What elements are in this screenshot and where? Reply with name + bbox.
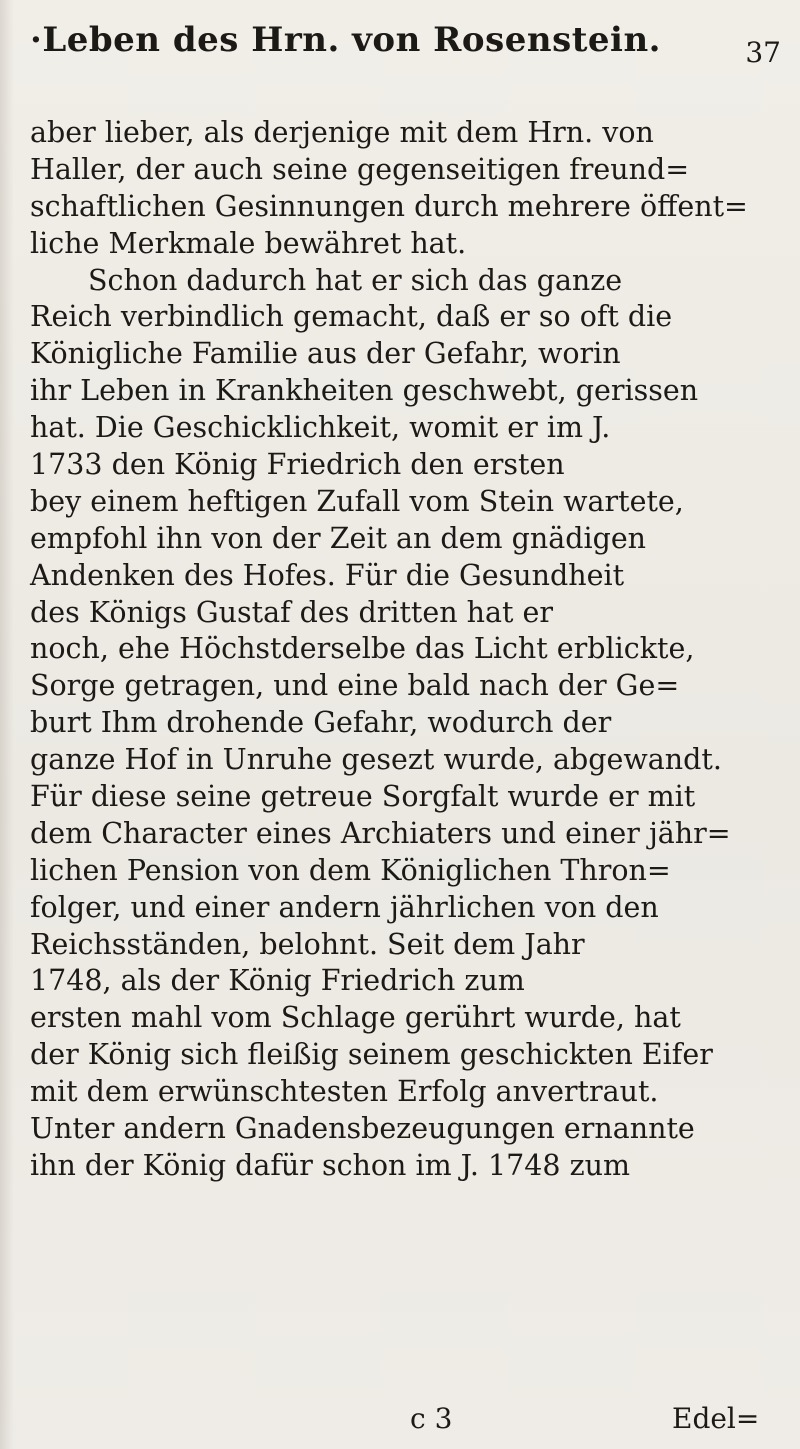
running-head: ·Leben des Hrn. von Rosenstein. — [30, 20, 662, 60]
text-line: ersten mahl vom Schlage gerührt wurde, hat — [30, 1001, 681, 1035]
text-line: hat. Die Geschicklichkeit, womit er im J. — [30, 411, 611, 445]
text-line: Haller, der auch seine gegenseitigen freund= — [30, 152, 690, 186]
signature-mark: c 3 — [410, 1402, 453, 1435]
text-line: burt Ihm drohende Gefahr, wodurch der — [30, 706, 612, 740]
text-line: ihr Leben in Krankheiten geschwebt, gerissen — [30, 374, 699, 408]
text-line: ganze Hof in Unruhe gesezt wurde, abgewandt. — [30, 743, 722, 777]
text-line: Sorge getragen, und eine bald nach der Ge= — [30, 669, 680, 703]
text-line: des Königs Gustaf des dritten hat er — [30, 595, 553, 629]
text-line: bey einem heftigen Zufall vom Stein wartete, — [30, 484, 684, 518]
text-line: der König sich fleißig seinem geschickten Eifer — [30, 1038, 713, 1072]
text-line: 1748, als der König Friedrich zum — [30, 964, 525, 998]
text-line: Schon dadurch hat er sich das ganze — [88, 263, 623, 297]
page-number: 37 — [745, 36, 781, 69]
text-line: ihn der König dafür schon im J. 1748 zum — [30, 1148, 630, 1182]
page-edge-shadow — [0, 0, 14, 1449]
text-line: 1733 den König Friedrich den ersten — [30, 448, 565, 482]
page-footer — [0, 1402, 800, 1442]
text-line: Reich verbindlich gemacht, daß er so oft die — [30, 300, 673, 334]
text-line: mit dem erwünschtesten Erfolg anvertraut. — [30, 1075, 659, 1109]
text-line: lichen Pension von dem Königlichen Thron= — [30, 853, 671, 887]
text-line: Unter andern Gnadensbezeugungen ernannte — [30, 1112, 695, 1146]
text-line: Königliche Familie aus der Gefahr, worin — [30, 337, 621, 371]
text-line: dem Character eines Archiaters und einer jähr= — [30, 816, 731, 850]
text-line: schaftlichen Gesinnungen durch mehrere öffent= — [30, 189, 748, 223]
text-line: Für diese seine getreue Sorgfalt wurde er mit — [30, 780, 696, 814]
page-header — [30, 18, 785, 88]
text-line: empfohl ihn von der Zeit an dem gnädigen — [30, 521, 647, 555]
text-line: liche Merkmale bewähret hat. — [30, 226, 467, 260]
body-text — [30, 115, 790, 1185]
catchword: Edel= — [672, 1402, 760, 1435]
text-line: folger, und einer andern jährlichen von den — [30, 890, 659, 924]
text-line: Reichsständen, belohnt. Seit dem Jahr — [30, 927, 585, 961]
text-line: Andenken des Hofes. Für die Gesundheit — [30, 558, 625, 592]
text-line: aber lieber, als derjenige mit dem Hrn. von — [30, 116, 654, 149]
paragraph — [30, 263, 790, 1185]
paragraph — [30, 115, 790, 263]
text-line: noch, ehe Höchstderselbe das Licht erblickte, — [30, 632, 695, 666]
